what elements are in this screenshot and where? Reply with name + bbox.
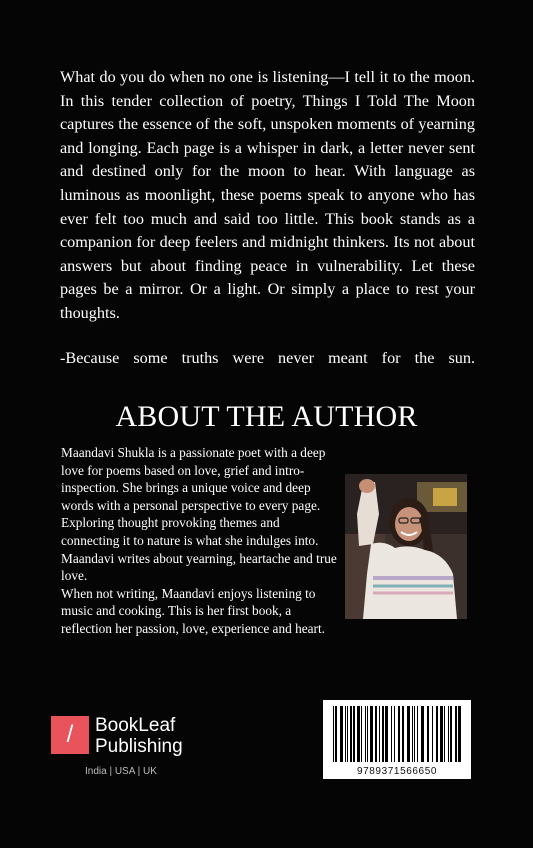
bookleaf-logo-icon: [51, 716, 89, 754]
barcode-bar: [385, 706, 388, 762]
barcode-bar: [444, 706, 445, 762]
barcode-bar: [417, 706, 418, 762]
barcode-bar: [407, 706, 410, 762]
barcode-bar: [375, 706, 377, 762]
barcode-bar: [455, 706, 457, 762]
barcode-bar: [412, 706, 413, 762]
barcode-bar: [345, 706, 346, 762]
barcode-bar: [379, 706, 380, 762]
barcode-bar: [367, 706, 368, 762]
blurb-text: What do you do when no one is listening—I tell it to the moon. In this tender collection of poetry, Things I Told The Moon captures the essence of the soft, unspoken moments of yearning and longing. Each page is a whisper in dark, a letter never sent and destined only for the moon to hear. With language as luminous as moonlight, these poems speak to anyone who has ever felt too much and said too little. This book stands as a companion for deep feelers and midnight thinkers. Its not about answers but about finding peace in vulnerability. Let these pages be a mirror. Or a light. Or simply a place to rest your thoughts.: [60, 68, 475, 322]
barcode-bar: [353, 706, 355, 762]
author-photo: [345, 474, 467, 619]
barcode-bar: [448, 706, 449, 762]
barcode-bars: [331, 706, 463, 762]
barcode-bar: [450, 706, 452, 762]
barcode-bar: [436, 706, 438, 762]
barcode-bar: [414, 706, 415, 762]
publisher-name-line-1: BookLeaf: [95, 715, 176, 736]
barcode-bar: [458, 706, 461, 762]
barcode-bar: [357, 706, 360, 762]
barcode-bar: [427, 706, 429, 762]
publisher-regions: India | USA | UK: [85, 766, 157, 777]
barcode-bar: [347, 706, 348, 762]
publisher-block: [51, 715, 211, 777]
barcode-bar: [391, 706, 392, 762]
isbn-barcode: [323, 700, 471, 779]
author-bio: [61, 444, 337, 638]
barcode-bar: [340, 706, 343, 762]
barcode-bar: [333, 706, 334, 762]
barcode-bar: [382, 706, 384, 762]
barcode-bar: [350, 706, 352, 762]
barcode-bar: [335, 706, 337, 762]
publisher-name-line-2: Publishing: [95, 736, 183, 757]
publisher-name: [95, 715, 183, 757]
barcode-bar: [394, 706, 395, 762]
logo-slash-glyph: /: [66, 721, 74, 748]
author-bio-paragraph-1: Maandavi Shukla is a passionate poet with a deep love for poems based on love, grief and intro-inspection. She brings a unique voice and deep words with a personal perspective to every page. Exploring thought provoking themes and connecting it to nature is what she indulges into. Maandavi writes about yearning, heartache and true love.: [61, 445, 337, 584]
barcode-bar: [361, 706, 362, 762]
author-bio-paragraph-2: When not writing, Maandavi enjoys listening to music and cooking. This is her first book, a reflection her passion, love, experience and heart.: [61, 585, 325, 636]
barcode-bar: [432, 706, 433, 762]
barcode-bar: [440, 706, 443, 762]
barcode-bar: [402, 706, 404, 762]
barcode-bar: [398, 706, 400, 762]
tagline-text: -Because some truths were never meant for the sun.: [60, 349, 475, 367]
barcode-bar: [370, 706, 373, 762]
barcode-bar: [421, 706, 424, 762]
isbn-number: 9789371566650: [356, 766, 438, 777]
barcode-bar: [365, 706, 366, 762]
about-author-heading: ABOUT THE AUTHOR: [115, 400, 418, 433]
